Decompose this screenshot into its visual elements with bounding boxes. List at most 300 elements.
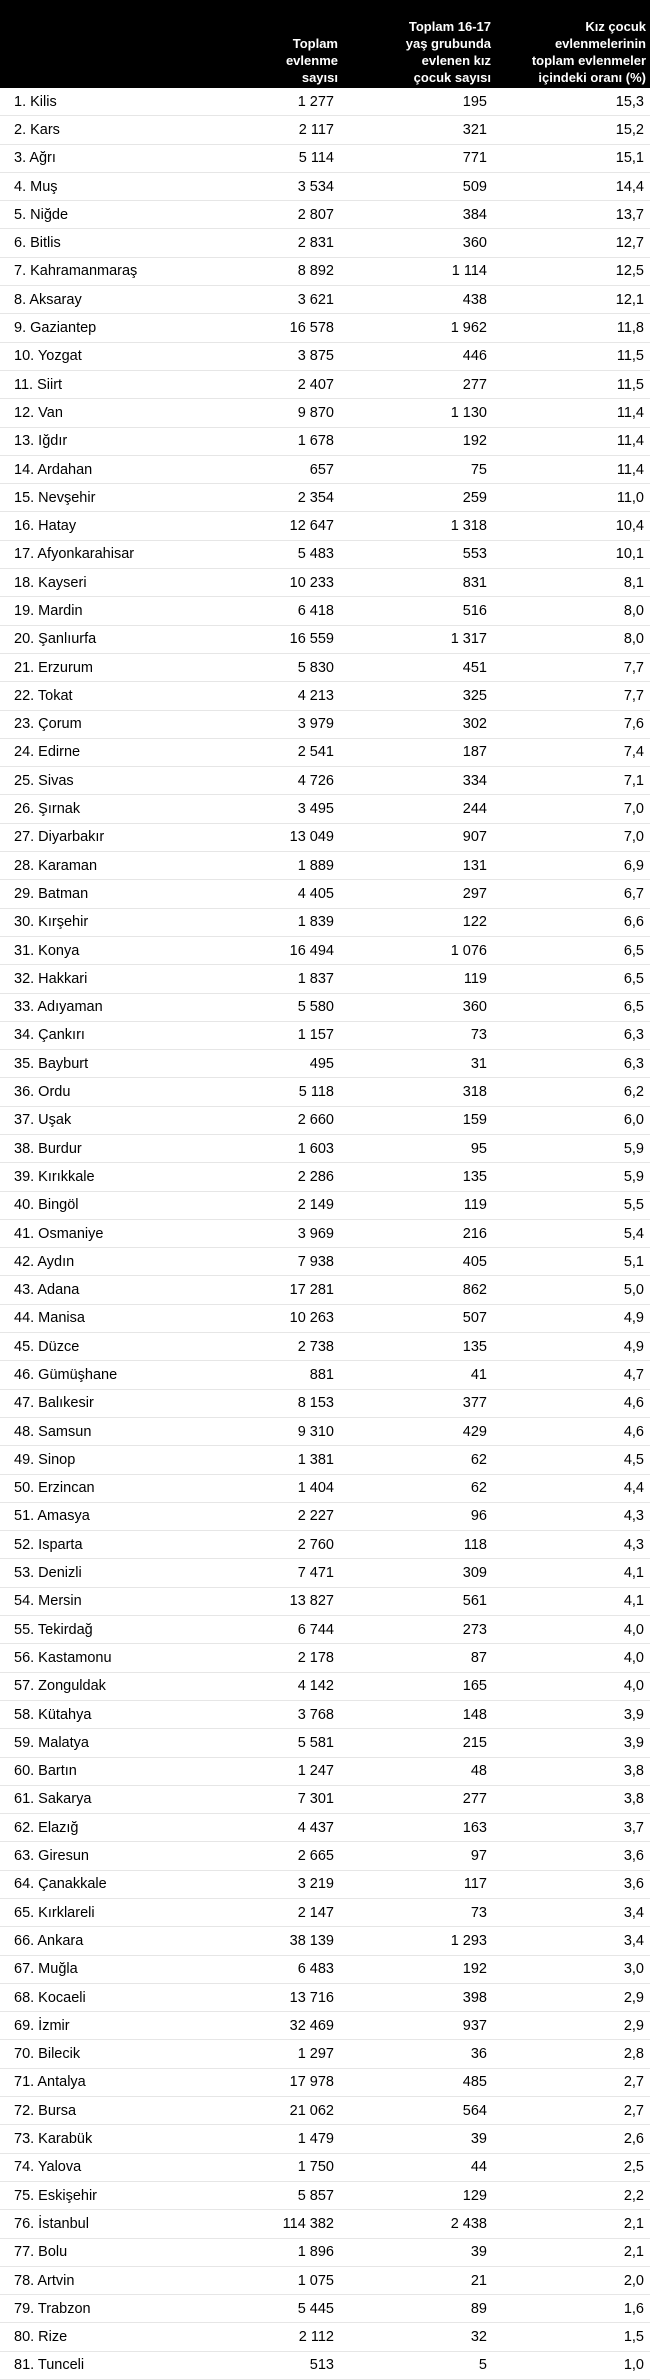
table-row bbox=[0, 2182, 650, 2210]
girl-marriages: 309 bbox=[462, 1565, 487, 1582]
total-marriages: 4 142 bbox=[297, 1678, 334, 1695]
ratio-percent: 8,0 bbox=[623, 631, 644, 648]
table-row bbox=[0, 1276, 650, 1304]
girl-marriages: 135 bbox=[462, 1338, 487, 1355]
ratio-percent: 6,6 bbox=[623, 914, 644, 931]
total-marriages: 5 483 bbox=[297, 546, 334, 563]
total-marriages: 513 bbox=[309, 2357, 334, 2374]
total-marriages: 5 114 bbox=[298, 150, 334, 167]
girl-marriages: 509 bbox=[462, 178, 487, 195]
ratio-percent: 4,0 bbox=[623, 1621, 644, 1638]
province-name: 45. Düzce bbox=[14, 1338, 80, 1355]
province-name: 37. Uşak bbox=[14, 1112, 72, 1129]
table-row bbox=[0, 201, 650, 229]
province-name: 69. İzmir bbox=[14, 2017, 70, 2034]
girl-marriages: 297 bbox=[462, 885, 487, 902]
ratio-percent: 15,3 bbox=[615, 93, 644, 110]
province-name: 3. Ağrı bbox=[14, 150, 56, 167]
ratio-percent: 4,9 bbox=[623, 1338, 644, 1355]
table-row bbox=[0, 1984, 650, 2012]
total-marriages: 2 660 bbox=[297, 1112, 334, 1129]
total-marriages: 4 405 bbox=[297, 885, 334, 902]
ratio-percent: 10,1 bbox=[615, 546, 644, 563]
table-row bbox=[0, 1814, 650, 1842]
province-name: 76. İstanbul bbox=[14, 2215, 89, 2232]
table-row bbox=[0, 428, 650, 456]
girl-marriages: 119 bbox=[463, 970, 487, 987]
ratio-percent: 5,1 bbox=[623, 1253, 644, 1270]
province-name: 11. Siirt bbox=[14, 376, 63, 393]
province-name: 33. Adıyaman bbox=[14, 999, 103, 1016]
province-name: 16. Hatay bbox=[14, 518, 77, 535]
girl-marriages: 360 bbox=[462, 235, 487, 252]
girl-marriages: 277 bbox=[462, 1791, 487, 1808]
girl-marriages: 360 bbox=[462, 999, 487, 1016]
province-name: 20. Şanlıurfa bbox=[14, 631, 97, 648]
girl-marriages: 73 bbox=[470, 1027, 487, 1044]
girl-marriages: 216 bbox=[462, 1225, 487, 1242]
ratio-percent: 2,1 bbox=[623, 2244, 644, 2261]
girl-marriages: 195 bbox=[462, 93, 487, 110]
province-name: 56. Kastamonu bbox=[14, 1649, 112, 1666]
province-name: 5. Niğde bbox=[14, 206, 69, 223]
table-row bbox=[0, 1729, 650, 1757]
table-row bbox=[0, 1078, 650, 1106]
girl-marriages: 553 bbox=[462, 546, 487, 563]
province-name: 17. Afyonkarahisar bbox=[14, 546, 135, 563]
table-row bbox=[0, 994, 650, 1022]
table-row bbox=[0, 1531, 650, 1559]
table-row bbox=[0, 739, 650, 767]
ratio-percent: 2,5 bbox=[623, 2159, 644, 2176]
girl-marriages: 192 bbox=[462, 1961, 487, 1978]
total-marriages: 1 297 bbox=[297, 2046, 334, 2063]
table-row bbox=[0, 1644, 650, 1672]
girl-marriages: 159 bbox=[462, 1112, 487, 1129]
province-name: 18. Kayseri bbox=[14, 574, 87, 591]
total-marriages: 3 495 bbox=[297, 801, 334, 818]
province-name: 64. Çanakkale bbox=[14, 1876, 107, 1893]
ratio-percent: 6,5 bbox=[623, 942, 644, 959]
girl-marriages: 129 bbox=[462, 2187, 487, 2204]
province-name: 24. Edirne bbox=[14, 744, 81, 761]
total-marriages: 1 678 bbox=[297, 433, 334, 450]
girl-marriages: 131 bbox=[462, 857, 487, 874]
table-row bbox=[0, 484, 650, 512]
province-name: 29. Batman bbox=[14, 885, 89, 902]
total-marriages: 1 157 bbox=[297, 1027, 334, 1044]
table-row bbox=[0, 1390, 650, 1418]
province-name: 78. Artvin bbox=[14, 2272, 75, 2289]
table-row bbox=[0, 1163, 650, 1191]
girl-marriages: 44 bbox=[470, 2159, 487, 2176]
total-marriages: 2 665 bbox=[297, 1848, 334, 1865]
girl-marriages: 95 bbox=[470, 1140, 487, 1157]
table-row bbox=[0, 654, 650, 682]
table-row bbox=[0, 1871, 650, 1899]
girl-marriages: 451 bbox=[462, 659, 487, 676]
girl-marriages: 1 317 bbox=[450, 631, 487, 648]
province-name: 58. Kütahya bbox=[14, 1706, 92, 1723]
ratio-percent: 14,4 bbox=[615, 178, 644, 195]
total-marriages: 2 227 bbox=[297, 1508, 334, 1525]
girl-marriages: 321 bbox=[462, 121, 487, 138]
total-marriages: 2 738 bbox=[297, 1338, 334, 1355]
province-name: 66. Ankara bbox=[14, 1932, 84, 1949]
header-girl-marriages: Toplam 16-17 yaş grubunda evlenen kız çocuk sayısı bbox=[405, 19, 491, 85]
total-marriages: 4 726 bbox=[297, 772, 334, 789]
table-row bbox=[0, 1446, 650, 1474]
table-row bbox=[0, 2295, 650, 2323]
province-name: 12. Van bbox=[14, 404, 63, 421]
table-row bbox=[0, 2097, 650, 2125]
ratio-percent: 6,3 bbox=[623, 1055, 644, 1072]
province-name: 31. Konya bbox=[14, 942, 80, 959]
table-row bbox=[0, 343, 650, 371]
ratio-percent: 5,0 bbox=[623, 1282, 644, 1299]
total-marriages: 4 437 bbox=[297, 1819, 334, 1836]
table-row bbox=[0, 852, 650, 880]
ratio-percent: 4,0 bbox=[623, 1678, 644, 1695]
total-marriages: 1 277 bbox=[297, 93, 334, 110]
girl-marriages: 273 bbox=[462, 1621, 487, 1638]
ratio-percent: 3,0 bbox=[623, 1961, 644, 1978]
header-total-marriages: Toplam evlenme sayısı bbox=[285, 36, 338, 85]
girl-marriages: 31 bbox=[470, 1055, 487, 1072]
table-row bbox=[0, 314, 650, 342]
ratio-percent: 2,7 bbox=[623, 2102, 644, 2119]
province-name: 14. Ardahan bbox=[14, 461, 93, 478]
ratio-percent: 3,9 bbox=[623, 1734, 644, 1751]
table-row bbox=[0, 1248, 650, 1276]
total-marriages: 6 744 bbox=[297, 1621, 334, 1638]
ratio-percent: 1,5 bbox=[623, 2329, 644, 2346]
province-name: 73. Karabük bbox=[14, 2131, 93, 2148]
girl-marriages: 1 114 bbox=[451, 263, 487, 280]
table-row bbox=[0, 2125, 650, 2153]
total-marriages: 5 118 bbox=[298, 1084, 334, 1101]
province-name: 4. Muş bbox=[14, 178, 58, 195]
province-name: 51. Amasya bbox=[14, 1508, 90, 1525]
table-row bbox=[0, 456, 650, 484]
total-marriages: 32 469 bbox=[289, 2017, 334, 2034]
girl-marriages: 485 bbox=[462, 2074, 487, 2091]
ratio-percent: 4,0 bbox=[623, 1649, 644, 1666]
total-marriages: 2 286 bbox=[297, 1168, 334, 1185]
total-marriages: 16 559 bbox=[289, 631, 334, 648]
table-row bbox=[0, 880, 650, 908]
ratio-percent: 11,4 bbox=[616, 404, 644, 421]
province-name: 47. Balıkesir bbox=[14, 1395, 94, 1412]
province-name: 77. Bolu bbox=[14, 2244, 68, 2261]
total-marriages: 1 889 bbox=[297, 857, 334, 874]
ratio-percent: 5,4 bbox=[623, 1225, 644, 1242]
ratio-percent: 5,9 bbox=[623, 1140, 644, 1157]
girl-marriages: 377 bbox=[462, 1395, 487, 1412]
total-marriages: 1 247 bbox=[297, 1763, 334, 1780]
ratio-percent: 2,9 bbox=[623, 1989, 644, 2006]
province-name: 42. Aydın bbox=[14, 1253, 75, 1270]
province-name: 36. Ordu bbox=[14, 1084, 71, 1101]
girl-marriages: 21 bbox=[470, 2272, 487, 2289]
girl-marriages: 5 bbox=[478, 2357, 487, 2374]
girl-marriages: 39 bbox=[470, 2244, 487, 2261]
province-name: 43. Adana bbox=[14, 1282, 80, 1299]
total-marriages: 881 bbox=[309, 1367, 334, 1383]
total-marriages: 9 310 bbox=[297, 1423, 334, 1440]
total-marriages: 7 938 bbox=[297, 1253, 334, 1270]
total-marriages: 38 139 bbox=[289, 1932, 334, 1949]
girl-marriages: 148 bbox=[462, 1706, 487, 1723]
ratio-percent: 2,2 bbox=[623, 2187, 644, 2204]
province-name: 79. Trabzon bbox=[14, 2300, 91, 2317]
ratio-percent: 4,9 bbox=[623, 1310, 644, 1327]
province-name: 53. Denizli bbox=[14, 1565, 82, 1582]
ratio-percent: 13,7 bbox=[615, 206, 644, 223]
table-row bbox=[0, 258, 650, 286]
ratio-percent: 5,9 bbox=[623, 1168, 644, 1185]
ratio-percent: 4,1 bbox=[623, 1593, 644, 1610]
table-row bbox=[0, 399, 650, 427]
table-row bbox=[0, 1305, 650, 1333]
ratio-percent: 7,4 bbox=[623, 744, 644, 761]
ratio-percent: 6,5 bbox=[623, 970, 644, 987]
ratio-percent: 6,0 bbox=[623, 1112, 644, 1129]
table-row bbox=[0, 1588, 650, 1616]
province-name: 52. Isparta bbox=[14, 1536, 83, 1553]
province-name: 26. Şırnak bbox=[14, 801, 81, 818]
girl-marriages: 135 bbox=[462, 1168, 487, 1185]
ratio-percent: 3,6 bbox=[623, 1848, 644, 1865]
total-marriages: 2 117 bbox=[298, 121, 334, 138]
girl-marriages: 334 bbox=[462, 772, 487, 789]
province-name: 59. Malatya bbox=[14, 1734, 89, 1751]
table-row bbox=[0, 569, 650, 597]
total-marriages: 2 149 bbox=[297, 1197, 334, 1214]
total-marriages: 1 381 bbox=[297, 1451, 334, 1468]
province-name: 30. Kırşehir bbox=[14, 914, 89, 931]
girl-marriages: 119 bbox=[463, 1197, 487, 1214]
ratio-percent: 4,3 bbox=[623, 1536, 644, 1553]
total-marriages: 1 837 bbox=[297, 970, 334, 987]
table-row bbox=[0, 173, 650, 201]
table-row bbox=[0, 824, 650, 852]
table-row bbox=[0, 682, 650, 710]
province-name: 13. Iğdır bbox=[14, 433, 68, 450]
province-name: 21. Erzurum bbox=[14, 659, 93, 676]
province-name: 6. Bitlis bbox=[14, 235, 61, 252]
province-name: 39. Kırıkkale bbox=[14, 1168, 95, 1185]
table-row bbox=[0, 626, 650, 654]
total-marriages: 3 534 bbox=[297, 178, 334, 195]
total-marriages: 1 479 bbox=[297, 2131, 334, 2148]
girl-marriages: 302 bbox=[462, 716, 487, 733]
table-row bbox=[0, 937, 650, 965]
ratio-percent: 4,5 bbox=[623, 1451, 644, 1468]
table-row bbox=[0, 1842, 650, 1870]
girl-marriages: 277 bbox=[462, 376, 487, 393]
province-name: 68. Kocaeli bbox=[14, 1989, 86, 2006]
total-marriages: 8 153 bbox=[297, 1395, 334, 1412]
table-row bbox=[0, 1673, 650, 1701]
ratio-percent: 6,5 bbox=[623, 999, 644, 1016]
ratio-percent: 4,6 bbox=[623, 1395, 644, 1412]
girl-marriages: 36 bbox=[470, 2046, 487, 2063]
ratio-percent: 2,9 bbox=[623, 2017, 644, 2034]
table-row bbox=[0, 371, 650, 399]
table-row bbox=[0, 1701, 650, 1729]
table-row bbox=[0, 229, 650, 257]
province-name: 27. Diyarbakır bbox=[14, 829, 105, 846]
province-name: 49. Sinop bbox=[14, 1451, 76, 1468]
province-name: 74. Yalova bbox=[14, 2159, 82, 2176]
total-marriages: 3 969 bbox=[297, 1225, 334, 1242]
total-marriages: 3 219 bbox=[297, 1876, 334, 1893]
girl-marriages: 2 438 bbox=[450, 2215, 487, 2232]
ratio-percent: 6,2 bbox=[623, 1084, 644, 1101]
province-name: 1. Kilis bbox=[14, 93, 57, 110]
table-row bbox=[0, 1107, 650, 1135]
total-marriages: 2 178 bbox=[297, 1649, 334, 1666]
table-row bbox=[0, 1616, 650, 1644]
ratio-percent: 2,7 bbox=[623, 2074, 644, 2091]
total-marriages: 13 716 bbox=[289, 1989, 334, 2006]
girl-marriages: 163 bbox=[462, 1819, 487, 1836]
girl-marriages: 73 bbox=[470, 1904, 487, 1921]
table-row bbox=[0, 1361, 650, 1389]
ratio-percent: 11,4 bbox=[616, 461, 644, 478]
ratio-percent: 11,5 bbox=[616, 376, 644, 393]
ratio-percent: 1,0 bbox=[623, 2357, 644, 2374]
total-marriages: 4 213 bbox=[297, 687, 334, 704]
girl-marriages: 318 bbox=[462, 1084, 487, 1101]
table-row bbox=[0, 1559, 650, 1587]
girl-marriages: 62 bbox=[470, 1480, 487, 1497]
ratio-percent: 6,7 bbox=[623, 885, 644, 902]
total-marriages: 1 404 bbox=[297, 1480, 334, 1497]
table-row bbox=[0, 541, 650, 569]
province-name: 10. Yozgat bbox=[14, 348, 82, 365]
girl-marriages: 122 bbox=[462, 914, 487, 931]
ratio-percent: 6,9 bbox=[623, 857, 644, 874]
table-row bbox=[0, 2154, 650, 2182]
province-name: 65. Kırklareli bbox=[14, 1904, 95, 1921]
table-row bbox=[0, 1022, 650, 1050]
table-row bbox=[0, 88, 650, 116]
girl-marriages: 62 bbox=[470, 1451, 487, 1468]
total-marriages: 2 831 bbox=[297, 235, 334, 252]
girl-marriages: 41 bbox=[470, 1367, 487, 1383]
table-row bbox=[0, 2069, 650, 2097]
table-row bbox=[0, 2239, 650, 2267]
total-marriages: 114 382 bbox=[282, 2215, 334, 2232]
total-marriages: 3 621 bbox=[297, 291, 334, 308]
ratio-percent: 3,9 bbox=[623, 1706, 644, 1723]
ratio-percent: 10,4 bbox=[615, 518, 644, 535]
table-row bbox=[0, 2323, 650, 2351]
girl-marriages: 75 bbox=[470, 461, 487, 478]
girl-marriages: 771 bbox=[462, 150, 487, 167]
ratio-percent: 12,7 bbox=[615, 235, 644, 252]
table-row bbox=[0, 512, 650, 540]
ratio-percent: 7,0 bbox=[623, 801, 644, 818]
province-name: 63. Giresun bbox=[14, 1848, 89, 1865]
girl-marriages: 118 bbox=[463, 1536, 487, 1553]
table-row bbox=[0, 2267, 650, 2295]
girl-marriages: 48 bbox=[470, 1763, 487, 1780]
province-name: 60. Bartın bbox=[14, 1763, 77, 1780]
ratio-percent: 11,5 bbox=[616, 348, 644, 365]
girl-marriages: 507 bbox=[462, 1310, 487, 1327]
girl-marriages: 325 bbox=[462, 687, 487, 704]
ratio-percent: 3,4 bbox=[623, 1904, 644, 1921]
table-header bbox=[0, 0, 650, 88]
province-name: 25. Sivas bbox=[14, 772, 74, 789]
total-marriages: 12 647 bbox=[289, 518, 334, 535]
province-name: 55. Tekirdağ bbox=[14, 1621, 93, 1638]
ratio-percent: 2,6 bbox=[623, 2131, 644, 2148]
girl-marriages: 446 bbox=[462, 348, 487, 365]
ratio-percent: 2,1 bbox=[623, 2215, 644, 2232]
girl-marriages: 1 962 bbox=[450, 320, 487, 337]
girl-marriages: 96 bbox=[470, 1508, 487, 1525]
table-row bbox=[0, 2012, 650, 2040]
girl-marriages: 429 bbox=[462, 1423, 487, 1440]
girl-marriages: 438 bbox=[462, 291, 487, 308]
province-name: 72. Bursa bbox=[14, 2102, 77, 2119]
girl-marriages: 32 bbox=[470, 2329, 487, 2346]
total-marriages: 5 581 bbox=[297, 1734, 334, 1751]
total-marriages: 2 354 bbox=[297, 489, 334, 506]
table-row bbox=[0, 1418, 650, 1446]
table-row bbox=[0, 1899, 650, 1927]
girl-marriages: 398 bbox=[462, 1989, 487, 2006]
province-name: 34. Çankırı bbox=[14, 1027, 85, 1044]
ratio-percent: 12,5 bbox=[615, 263, 644, 280]
total-marriages: 5 445 bbox=[297, 2300, 334, 2317]
province-name: 9. Gaziantep bbox=[14, 320, 97, 337]
ratio-percent: 4,7 bbox=[623, 1367, 644, 1383]
province-name: 32. Hakkari bbox=[14, 970, 88, 987]
ratio-percent: 7,7 bbox=[623, 659, 644, 676]
total-marriages: 13 827 bbox=[289, 1593, 334, 1610]
total-marriages: 16 578 bbox=[289, 320, 334, 337]
province-name: 7. Kahramanmaraş bbox=[14, 263, 138, 280]
total-marriages: 2 112 bbox=[298, 2329, 334, 2346]
ratio-percent: 11,0 bbox=[616, 489, 644, 506]
girl-marriages: 937 bbox=[462, 2017, 487, 2034]
total-marriages: 10 233 bbox=[289, 574, 334, 591]
ratio-percent: 4,4 bbox=[623, 1480, 644, 1497]
ratio-percent: 3,4 bbox=[623, 1932, 644, 1949]
total-marriages: 7 301 bbox=[297, 1791, 334, 1808]
girl-marriages: 561 bbox=[462, 1593, 487, 1610]
ratio-percent: 4,1 bbox=[623, 1565, 644, 1582]
ratio-percent: 11,8 bbox=[616, 320, 644, 337]
ratio-percent: 3,8 bbox=[623, 1763, 644, 1780]
ratio-percent: 6,3 bbox=[623, 1027, 644, 1044]
table-row bbox=[0, 116, 650, 144]
table-row bbox=[0, 1333, 650, 1361]
ratio-percent: 8,0 bbox=[623, 602, 644, 619]
total-marriages: 1 603 bbox=[297, 1140, 334, 1157]
province-name: 46. Gümüşhane bbox=[14, 1367, 118, 1383]
total-marriages: 5 830 bbox=[297, 659, 334, 676]
girl-marriages: 1 130 bbox=[450, 404, 487, 421]
ratio-percent: 7,7 bbox=[623, 687, 644, 704]
table-row bbox=[0, 909, 650, 937]
total-marriages: 9 870 bbox=[297, 404, 334, 421]
